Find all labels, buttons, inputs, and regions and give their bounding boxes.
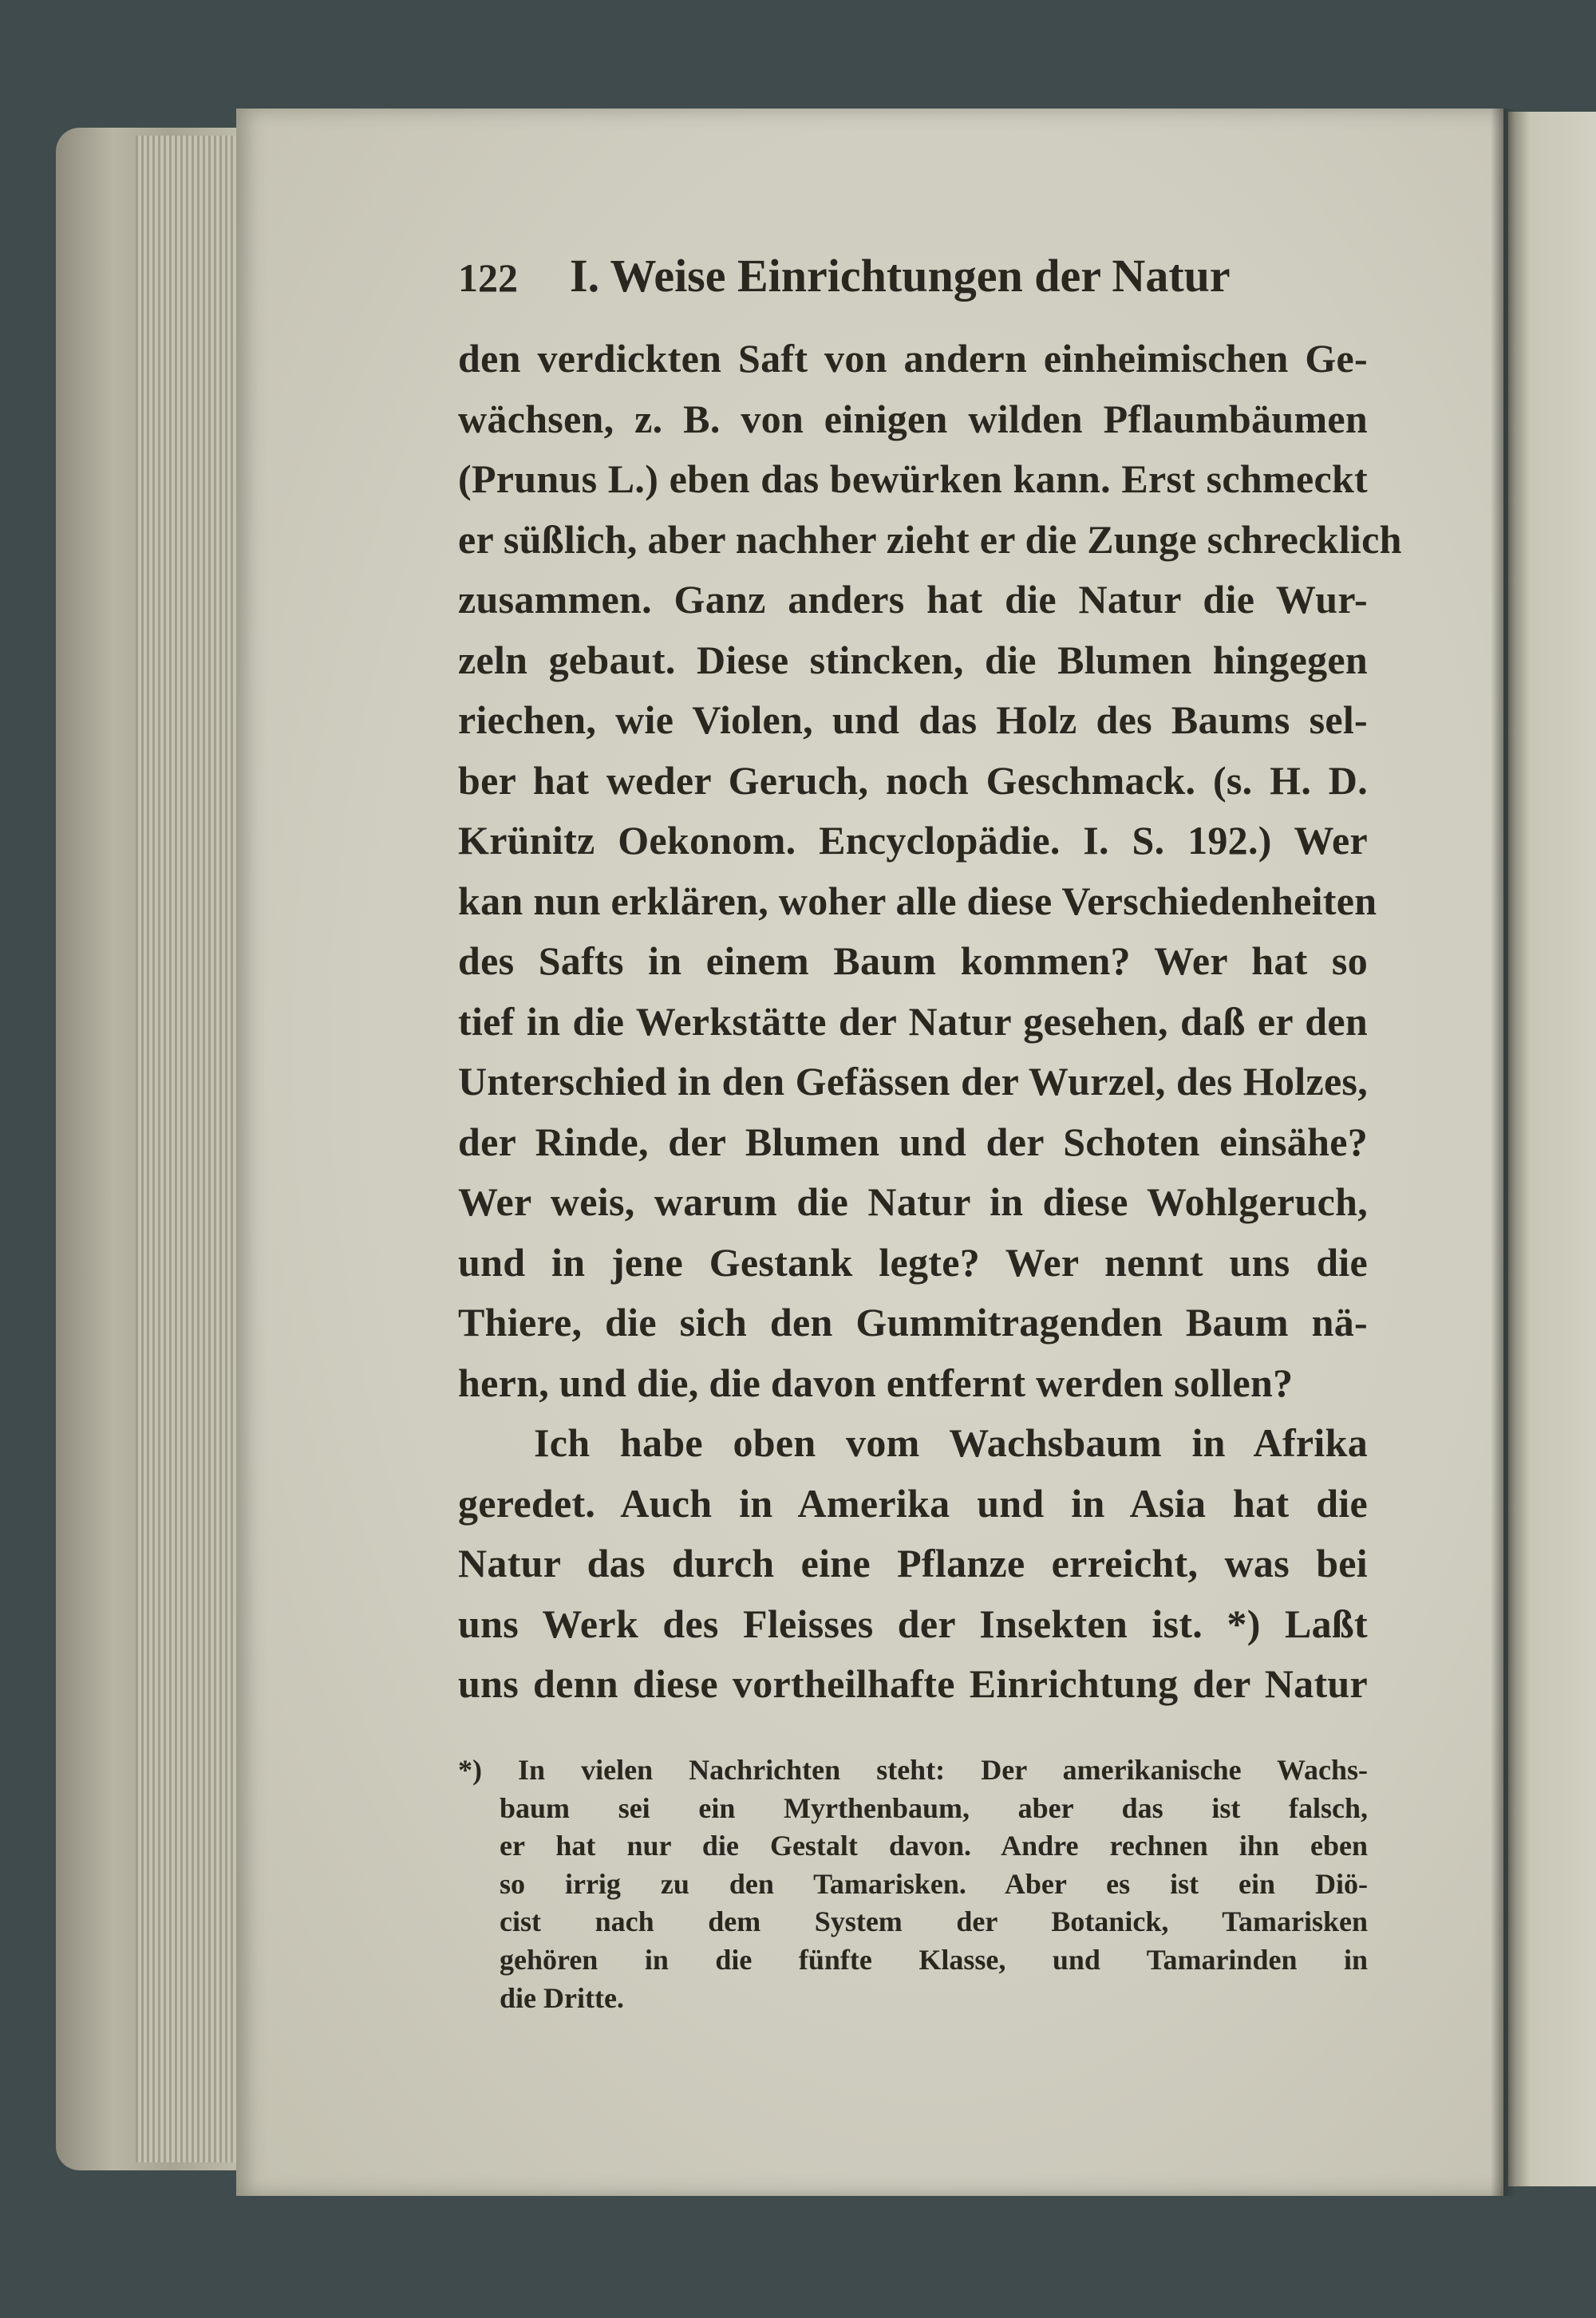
body-line: den verdickten Saft von andern einheimischen Ge-: [458, 336, 1368, 381]
book-gutter: [1491, 109, 1515, 2196]
body-line: zeln gebaut. Diese stincken, die Blumen hingegen: [458, 637, 1368, 682]
body-line: uns Werk des Fleisses der Insekten ist. *) Laßt: [458, 1601, 1368, 1646]
body-text: [458, 329, 1402, 1715]
facing-page: [1508, 112, 1596, 2186]
body-line: Natur das durch eine Pflanze erreicht, was bei: [458, 1541, 1368, 1585]
page-stack-lines: [136, 136, 239, 2162]
body-line: des Safts in einem Baum kommen? Wer hat so: [458, 938, 1368, 983]
body-line: und in jene Gestank legte? Wer nennt uns die: [458, 1239, 1368, 1285]
footnote-line: *) In vielen Nachrichten steht: Der amerikanische Wachs-: [458, 1754, 1368, 1786]
body-line: Krünitz Oekonom. Encyclopädie. I. S. 192.) Wer: [458, 818, 1368, 863]
running-head-title: I. Weise Einrichtungen der Natur: [570, 250, 1231, 302]
body-line: ber hat weder Geruch, noch Geschmack. (s. H. D.: [458, 757, 1368, 803]
body-line: riechen, wie Violen, und das Holz des Baums sel-: [458, 697, 1368, 742]
body-line: uns denn diese vortheilhafte Einrichtung der Natur: [458, 1661, 1368, 1706]
body-line: Ich habe oben vom Wachsbaum in Afrika: [534, 1420, 1368, 1465]
running-header: [458, 249, 1368, 302]
body-line: (Prunus L.) eben das bewürken kann. Erst schmeckt: [458, 456, 1368, 501]
body-line: kan nun erklären, woher alle diese Verschiedenheiten: [458, 878, 1377, 923]
body-line: der Rinde, der Blumen und der Schoten einsähe?: [458, 1119, 1368, 1164]
footnote-line: die Dritte.: [500, 1981, 624, 2014]
footnote: [458, 1751, 1368, 2017]
body-line: hern, und die, die davon entfernt werden sollen?: [458, 1360, 1294, 1405]
body-line: Thiere, die sich den Gummitragenden Baum nä-: [458, 1300, 1368, 1345]
footnote-line: cist nach dem System der Botanick, Tamarisken: [500, 1905, 1368, 1938]
body-line: tief in die Werkstätte der Natur gesehen, daß er den: [458, 998, 1368, 1044]
footnote-line: er hat nur die Gestalt davon. Andre rechnen ihn eben: [500, 1830, 1368, 1862]
page-number: 122: [458, 255, 518, 300]
body-line: wächsen, z. B. von einigen wilden Pflaumbäumen: [458, 396, 1368, 441]
body-line: Unterschied in den Gefässen der Wurzel, des Holzes,: [458, 1059, 1368, 1104]
footnote-line: so irrig zu den Tamarisken. Aber es ist ein Diö-: [500, 1867, 1368, 1900]
body-line: geredet. Auch in Amerika und in Asia hat die: [458, 1480, 1368, 1526]
body-line: zusammen. Ganz anders hat die Natur die Wur-: [458, 577, 1368, 622]
body-line: Wer weis, warum die Natur in diese Wohlgeruch,: [458, 1179, 1368, 1224]
footnote-line: baum sei ein Myrthenbaum, aber das ist falsch,: [500, 1791, 1368, 1824]
footnote-line: gehören in die fünfte Klasse, und Tamarinden in: [500, 1943, 1368, 1976]
body-line: er süßlich, aber nachher zieht er die Zunge schrecklich: [458, 516, 1402, 562]
